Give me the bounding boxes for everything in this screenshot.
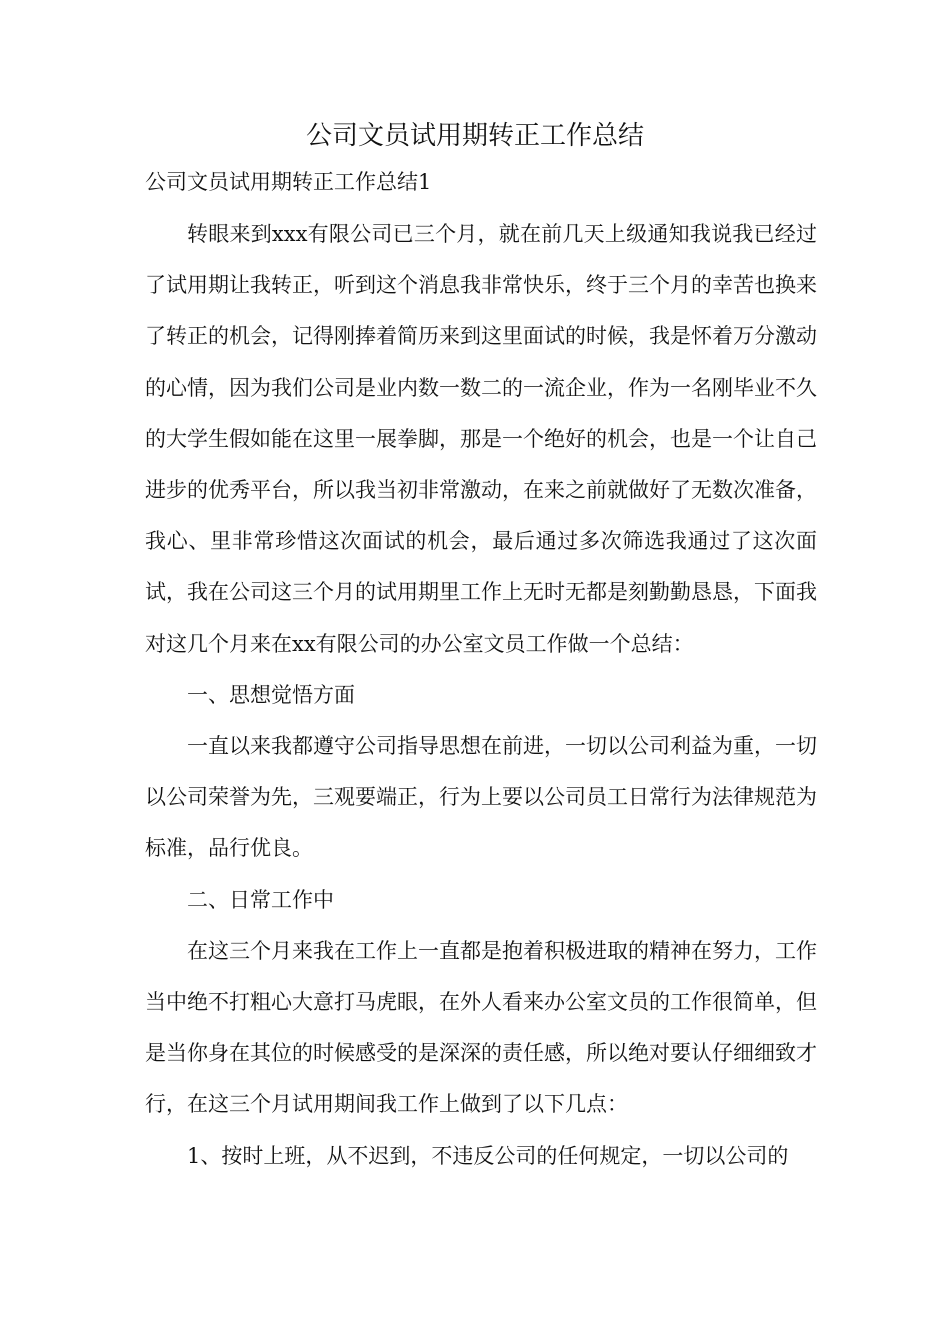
paragraph-ideology: 一直以来我都遵守公司指导思想在前进，一切以公司利益为重，一切以公司荣誉为先，三观要端正，行为上要以公司员工日常行为法律规范为标准，品行优良。 xyxy=(145,734,817,861)
document-title: 公司文员试用期转正工作总结 xyxy=(305,121,644,151)
paragraph-point-1: 1、按时上班，从不迟到，不违反公司的任何规定，一切以公司的 xyxy=(187,1143,789,1168)
paragraph-intro: 转眼来到xxx有限公司已三个月，就在前几天上级通知我说我已经过了试用期让我转正，听到这个消息我非常快乐，终于三个月的幸苦也换来了转正的机会，记得刚捧着简历来到这里面试的时候，我是怀着万分激动的心情，因为我们公司是业内数一数二的一流企业，作为一名刚毕业不久的大学生假如能在这里一展拳脚，那是一个绝好的机会，也是一个让自己进步的优秀平台，所以我当初非常激动，在来之前就做好了无数次准备，我心、里非常珍惜这次面试的机会，最后通过多次筛选我通过了这次面试，我在公司这三个月的试用期里工作上无时无都是刻勤勤恳恳，下面我对这几个月来在xx有限公司的办公室文员工作做一个总结： xyxy=(145,222,817,656)
document-body xyxy=(145,209,817,1182)
document-subtitle: 公司文员试用期转正工作总结1 xyxy=(145,170,432,194)
section-heading-daily-work: 二、日常工作中 xyxy=(187,887,334,912)
paragraph-daily-work: 在这三个月来我在工作上一直都是抱着积极进取的精神在努力，工作当中绝不打粗心大意打马虎眼，在外人看来办公室文员的工作很简单，但是当你身在其位的时候感受的是深深的责任感，所以绝对要认仔细细致才行，在这三个月试用期间我工作上做到了以下几点： xyxy=(145,938,817,1117)
section-heading-ideology: 一、思想觉悟方面 xyxy=(187,682,355,707)
